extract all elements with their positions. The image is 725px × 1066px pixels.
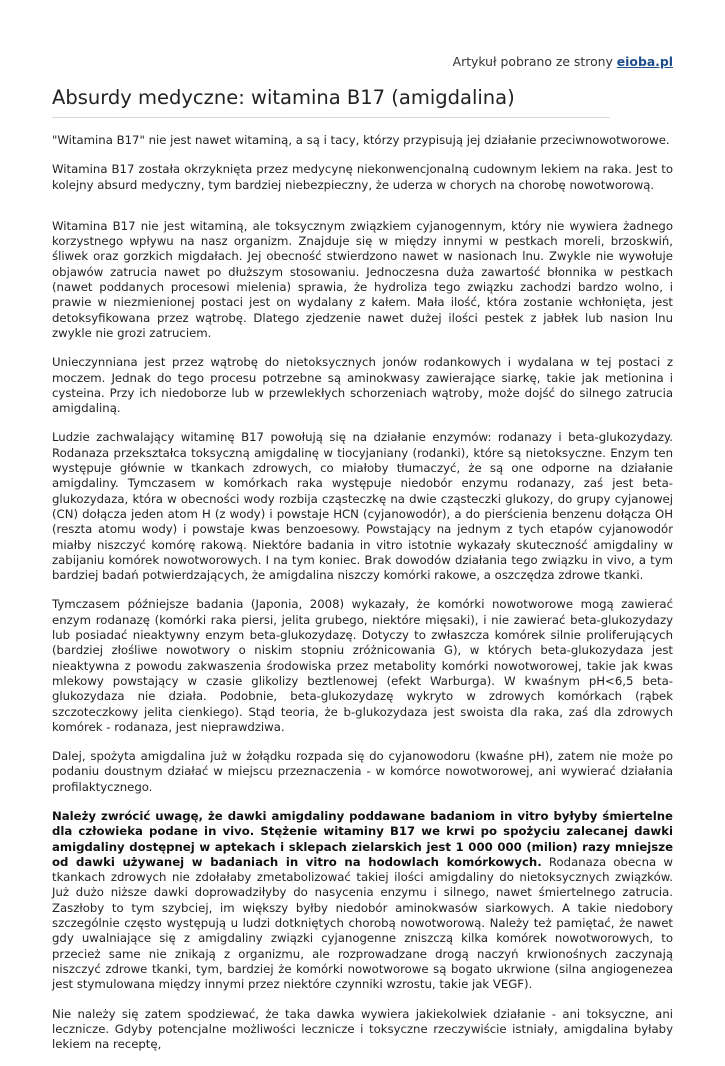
source-header [453,54,673,69]
paragraph-emphasis [52,809,673,993]
emphasis-continuation: Rodanaza obecna w tkankach zdrowych nie zdołałaby zmetabolizować takiej ilości amigdaliny do nietoksycznych związków. Już dużo niższe dawki doprowadziłyby do nasycenia enzymu i silnego, nawet śmiertelnego zatrucia. Zaszłoby to tym szybciej, im większy byłby niedobór aminokwasów siarkowych. A takie niedobory szczególnie często występują u ludzi dotkniętych chorobą nowotworową. Należy też pamiętać, że nawet gdy uwalniające się z amigdaliny związki cyjanogenne zniszczą kilka komórek nowotworowych, to przecież same nie znikają z organizmu, ale rozprowadzane drogą naczyń krwionośnych zaczynają niszczyć zdrowe tkanki, tym, bardziej że komórki nowotworowe są bogato ukrwione (silna angiogenezea jest stymulowana między innymi przez niektóre czynniki wzrostu, takie jak VEGF). [52,854,673,992]
paragraph-intro: "Witamina B17" nie jest nawet witaminą, a są i tacy, którzy przypisują jej działanie przeciwnowotworowe. [52,133,670,147]
paragraph: Ludzie zachwalający witaminę B17 powołują się na działanie enzymów: rodanazy i beta-glukozydazy. Rodanaza przekształca toksyczną amigdalinę w tiocyjaniany (rodanki), które są nietoksyczne. Enzym ten występuje głównie w tkankach zdrowych, co miałoby tłumaczyć, że są one odporne na działanie amigdaliny. Tymczasem w komórkach raka występuje niedobór enzymu rodanazy, zaś jest beta-glukozydaza, która w obecności wody rozbija cząsteczkę na dwie cząsteczki glukozy, do grupy cyjanowej (CN) dołącza jeden atom H (z wody) i powstaje HCN (cyjanowodór), a do pierścienia benzenu dołącza OH (reszta atomu wody) i powstaje kwas benzoesowy. Powstający na jednym z tych etapów cyjanowodór miałby niszczyć komórę rakową. Niektóre badania in vitro istotnie wykazały skuteczność amigdaliny w zabijaniu komórek nowotworowych. I na tym koniec. Brak dowodów działania tego związku in vivo, a tym bardziej badań potwierdzających, że amigdalina niszczy komórki rakowe, a oszczędza zdrowe tkanki. [52,430,673,583]
source-site-link[interactable]: eioba.pl [616,54,673,69]
paragraph: Tymczasem późniejsze badania (Japonia, 2008) wykazały, że komórki nowotworowe mogą zawierać enzym rodanazę (komórki raka piersi, jelita grubego, niektóre mięsaki), i nie zawierać beta-glukozydazy lub posiadać nieaktywny enzym beta-glukozydazę. Dotyczy to zwłaszcza komórek silnie proliferujących (bardziej złośliwe nowotwory o niskim stopniu zróżnicowania G), w których beta-glukozydaza jest nieaktywna z powodu zakwaszenia środowiska przez metabolity komórki nowotworowej, takie jak kwas mlekowy powstający w czasie glikolizy beztlenowej (efekt Warburga). W kwaśnym pH<6,5 beta-glukozydaza nie działa. Podobnie, beta-glukozydazę wykryto w zdrowych komórkach (rąbek szczoteczkowy jelita cienkiego). Stąd teoria, że b-glukozydaza jest swoista dla raka, zaś dla zdrowych komórek - rodanaza, jest nieprawdziwa. [52,597,673,734]
article-body [52,133,673,1066]
paragraph: Dalej, spożyta amigdalina już w żołądku rozpada się do cyjanowodoru (kwaśne pH), zatem nie może po podaniu doustnym działać w miejscu przeznaczenia - w komórce nowotworowej, ani wywierać działania profilaktycznego. [52,749,673,794]
emphasis-text: Należy zwrócić uwagę, że dawki amigdaliny poddawane badaniom in vitro byłyby śmiertelne dla człowieka podane in vivo. Stężenie witaminy B17 we krwi po spożyciu zalecanej dawki amigdaliny dostępnej w aptekach i sklepach zielarskich jest 1 000 000 (milion) razy mniejsze od dawki używanej w badaniach in vitro na hodowlach komórkowych. [52,808,673,869]
paragraph-last: Nie należy się zatem spodziewać, że taka dawka wywiera jakiekolwiek działanie - ani toksyczne, ani lecznicze. Gdyby potencjalne możliwości lecznicze i toksyczne rzeczywiście istniały, amigdalina byłaby lekiem na receptę, [52,1006,673,1052]
title-divider [52,117,610,118]
paragraph: Witamina B17 nie jest witaminą, ale toksycznym związkiem cyjanogennym, który nie wywiera żadnego korzystnego wpływu na nasz organizm. Znajduje się w między innymi w pestkach moreli, brzoskwiń, śliwek oraz gorzkich migdałach. Jej obecność stwierdzono nawet w nasionach lnu. Zwykle nie wywołuje objawów zatrucia nawet po dłuższym stosowaniu. Jednoczesna duża zawartość błonnika w pestkach (nawet poddanych procesowi mielenia) sprawia, że hydroliza tego związku zachodzi bardzo wolno, i prawie w niezmienionej postaci jest on wydalany z kałem. Mała ilość, która zostanie wchłonięta, jest detoksyfikowana przez wątrobę. Dlatego zjedzenie nawet dużej ilości pestek z jabłek lub nasion lnu zwykle nie grozi zatruciem. [52,218,673,340]
article-title: Absurdy medyczne: witamina B17 (amigdalina) [52,86,515,109]
paragraph: Witamina B17 została okrzyknięta przez medycynę niekonwencjonalną cudownym lekiem na raka. Jest to kolejny absurd medyczny, tym bardziej niebezpieczny, że uderza w chorych na chorobę nowotworową. [52,162,673,192]
paragraph: Unieczynniana jest przez wątrobę do nietoksycznych jonów rodankowych i wydalana w tej postaci z moczem. Jednak do tego procesu potrzebne są aminokwasy zawierające siarkę, takie jak metionina i cysteina. Przy ich niedoborze lub w przewlekłych schorzeniach wątroby, może dojść do silnego zatrucia amigdaliną. [52,355,673,416]
source-prefix: Artykuł pobrano ze strony [452,54,617,69]
